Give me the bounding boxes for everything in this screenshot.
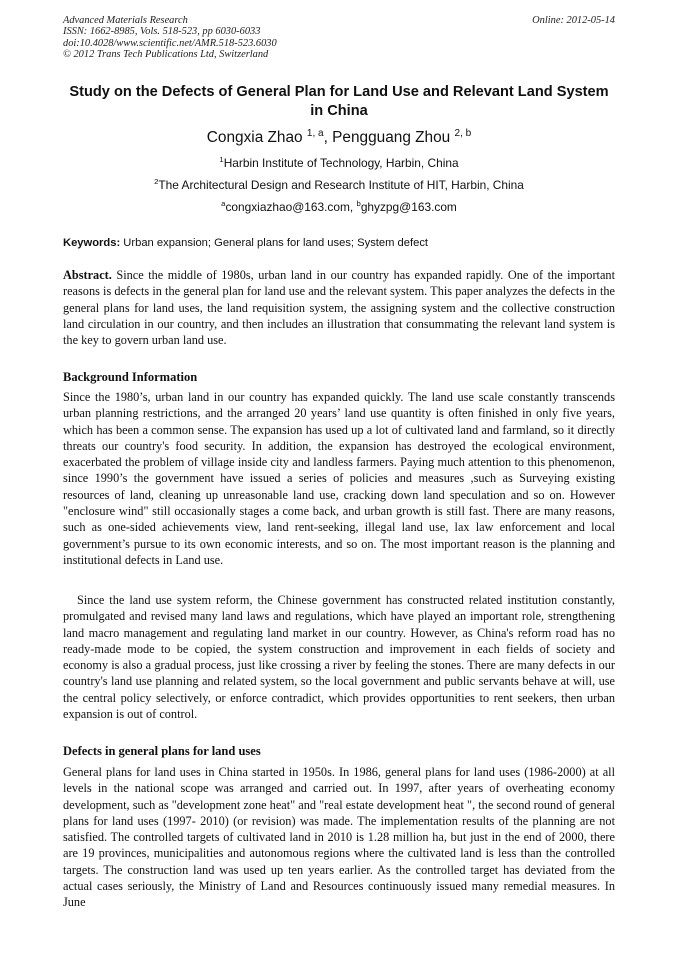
author-separator: ,	[323, 129, 333, 146]
abstract-text: Since the middle of 1980s, urban land in our country has expanded rapidly. One of the important reasons is defects in the general plan for land use and the relevant system. This paper analyzes the defects in the general plans for land uses, the land requisition system, the assigning system and the collective construction land circulation in our country, and then includes an illustration that consummating the relevant land system is the key to govern urban land use.	[63, 268, 615, 348]
defects-paragraph-1: General plans for land uses in China started in 1950s. In 1986, general plans for land uses (1986-2000) at all levels in the national scope was arranged and carried out. In 1997, after years of overheating economy development, such as "development zone heat" and "real estate development heat ", the second round of general plans for land uses (1997- 2010) (or revision) was made. The implementation results of the planning are not satisfied. The controlled targets of cultivated land in 2010 is 1.28 million ha, but just in the end of 2000, there are 19 provinces, municipalities and autonomous regions where the cultivated land is less than the controlled targets. The construction land was used up ten years earlier. As the controlled target has deviated from the actual cases seriously, the Ministry of Land and Resources continuously issued many remedial measures. In June	[63, 765, 615, 910]
journal-header	[63, 15, 615, 61]
copyright-line: © 2012 Trans Tech Publications Ltd, Switzerland	[63, 49, 269, 61]
journal-name: Advanced Materials Research	[63, 15, 188, 26]
author-emails	[63, 200, 615, 215]
affiliation-2-text: The Architectural Design and Research Institute of HIT, Harbin, China	[158, 178, 524, 192]
doi-line: doi:10.4028/www.scientific.net/AMR.518-523.6030	[63, 37, 277, 49]
email-b-mark: b	[356, 199, 361, 209]
affiliation-2-mark: 2	[154, 177, 159, 187]
keywords-label: Keywords:	[63, 237, 121, 249]
online-date: Online: 2012-05-14	[532, 15, 615, 26]
affiliation-1	[63, 156, 615, 171]
affiliation-2	[63, 178, 615, 193]
affiliation-1-text: Harbin Institute of Technology, Harbin, China	[223, 156, 459, 170]
email-a-mark: a	[221, 199, 226, 209]
keywords-text: Urban expansion; General plans for land uses; System defect	[120, 237, 429, 249]
abstract-label: Abstract.	[63, 268, 112, 282]
background-paragraph-1: Since the 1980’s, urban land in our country has expanded quickly. The land use scale constantly transcends urban planning restrictions, and the arranged 20 years’ land use quantity is often finished in only five years, which has been a common sense. The expansion has used up a lot of cultivated land and farmland, so it directly threats our country's food security. In addition, the expansion has destroyed the ecological environment, exacerbated the problem of village inside city and landless farmers. Paying much attention to this phenomenon, since 1990’s the government have issued a series of policies and measures ,such as Surveying existing resources of land, cleaning up unreasonable land use, cracking down land speculation and so on. However "enclosure wind" still occasionally stages a come back, and urban growth is still fast. There are many reasons, such as one-sided achievements view, land rent-seeking, illegal land use, lax law enforcement and local government’s pursue to its own economic interests, and so on. The most important reason is the planning and institutional defects in Land use.	[63, 390, 615, 567]
background-paragraph-2: Since the land use system reform, the Chinese government has constructed related institution constantly, promulgated and revised many land laws and regulations, which have played an important role, strengthening land macro management and regulating land market in our country. However, as China's reform road has no ready-made mode to be copied, the system construction and improvement in each fields of society and economy is also a gradual process, just like crossing a river by feeling the stones. There are many defects in our country's land use planning and related system, so the local government and public servants behave at will, use the central policy selectively, or enforce contradict, which provides opportunities to rent seekers, then urban expansion is out of control.	[63, 593, 615, 722]
author-1: Congxia Zhao	[206, 129, 307, 146]
paper-title: Study on the Defects of General Plan for Land Use and Relevant Land System in China	[69, 84, 609, 119]
author-2-affiliation-mark: 2, b	[454, 127, 472, 139]
email-a: congxiazhao@163.com,	[225, 200, 357, 214]
section-heading-defects: Defects in general plans for land uses	[63, 744, 261, 758]
issn-line: ISSN: 1662-8985, Vols. 518-523, pp 6030-6033	[63, 26, 261, 38]
author-1-affiliation-mark: 1, a	[306, 127, 324, 139]
keywords	[63, 236, 615, 250]
author-line	[63, 128, 615, 148]
section-heading-background: Background Information	[63, 370, 198, 384]
abstract	[63, 267, 615, 348]
affiliation-1-mark: 1	[219, 155, 224, 165]
email-b: ghyzpg@163.com	[360, 200, 457, 214]
author-2: Pengguang Zhou	[332, 129, 455, 146]
